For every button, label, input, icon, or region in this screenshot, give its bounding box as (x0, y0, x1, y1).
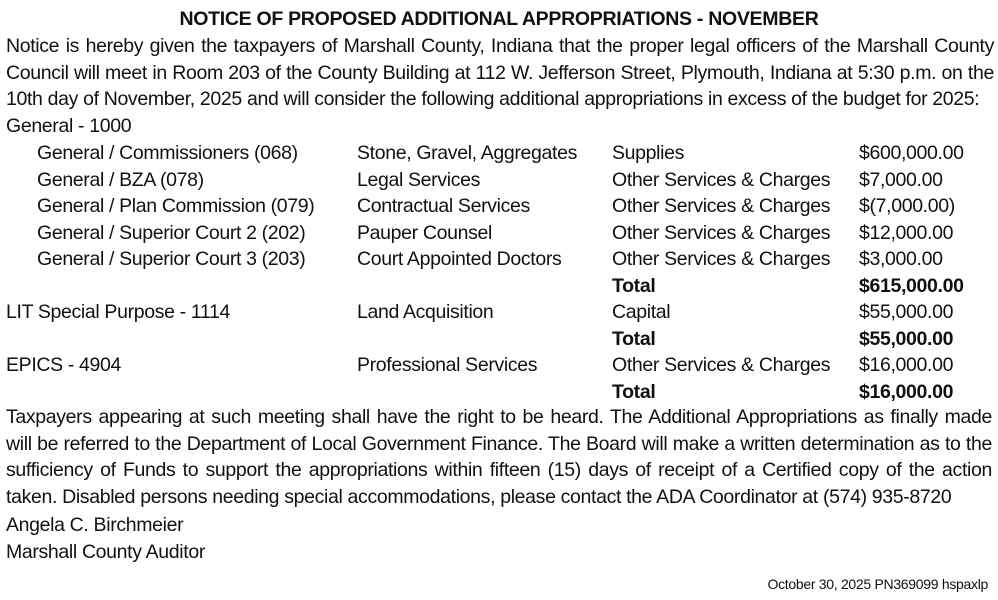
notice-closing-paragraph: Taxpayers appearing at such meeting shall have the right to be heard. The Additional Appropriations as finally made will be referred to the Department of Local Government Finance. The Board will make a written determination as to the sufficiency of Funds to support the appropriations within fifteen (15) days of receipt of a Certified copy of the action taken. Disabled persons needing special accommodations, please contact the ADA Coordinator at (574) 935-8720 (6, 406, 992, 508)
publication-footer: October 30, 2025 PN369099 hspaxlp (767, 576, 988, 592)
line-item: Pauper Counsel (357, 221, 492, 244)
fund-total-row (0, 379, 998, 406)
category: Other Services & Charges (612, 195, 831, 217)
fund-total-row (0, 273, 998, 300)
total-label: Total (612, 380, 656, 403)
line-item: Stone, Gravel, Aggregates (357, 142, 577, 164)
total-amount: $16,000.00 (859, 380, 954, 403)
amount: $7,000.00 (859, 168, 943, 191)
category: Other Services & Charges (612, 168, 831, 191)
total-label: Total (612, 274, 656, 297)
amount: $(7,000.00) (859, 195, 955, 217)
amount: $16,000.00 (859, 354, 954, 376)
department: General / BZA (078) (37, 168, 204, 191)
line-item: Contractual Services (357, 195, 530, 217)
appropriation-row (0, 220, 998, 247)
appropriation-row (0, 352, 998, 379)
appropriation-row (0, 246, 998, 273)
signature-name: Angela C. Birchmeier (6, 514, 184, 536)
line-item: Land Acquisition (357, 301, 494, 323)
fund-heading-general: General - 1000 (6, 115, 132, 137)
department: General / Commissioners (068) (37, 142, 298, 164)
appropriation-row (0, 299, 998, 326)
appropriation-row (0, 167, 998, 194)
total-amount: $615,000.00 (859, 274, 964, 297)
amount: $3,000.00 (859, 248, 943, 270)
signature-title: Marshall County Auditor (6, 541, 205, 563)
fund-heading-lit: LIT Special Purpose - 1114 (6, 301, 230, 323)
line-item: Court Appointed Doctors (357, 248, 562, 270)
total-amount: $55,000.00 (859, 327, 954, 350)
total-label: Total (612, 327, 656, 350)
amount: $55,000.00 (859, 301, 954, 323)
notice-title: NOTICE OF PROPOSED ADDITIONAL APPROPRIATIONS - NOVEMBER (179, 8, 819, 30)
category: Other Services & Charges (612, 221, 831, 244)
category: Supplies (612, 142, 685, 164)
line-item: Professional Services (357, 354, 538, 376)
department: General / Superior Court 3 (203) (37, 248, 306, 270)
fund-heading-epics: EPICS - 4904 (6, 354, 122, 376)
amount: $600,000.00 (859, 142, 964, 164)
category: Other Services & Charges (612, 248, 831, 270)
department: General / Superior Court 2 (202) (37, 221, 306, 244)
appropriation-row (0, 193, 998, 220)
notice-intro-paragraph: Notice is hereby given the taxpayers of Marshall County, Indiana that the proper legal officers of the Marshall County Council will meet in Room 203 of the County Building at 112 W. Jefferson Street, Plymouth, Indiana at 5:30 p.m. on the 10th day of November, 2025 and will consider the following additional appropriations in excess of the budget for 2025: (6, 35, 994, 110)
appropriation-row (0, 140, 998, 167)
category: Capital (612, 301, 671, 323)
category: Other Services & Charges (612, 354, 831, 376)
department: General / Plan Commission (079) (37, 195, 315, 217)
line-item: Legal Services (357, 168, 481, 191)
fund-total-row (0, 326, 998, 353)
amount: $12,000.00 (859, 221, 954, 244)
